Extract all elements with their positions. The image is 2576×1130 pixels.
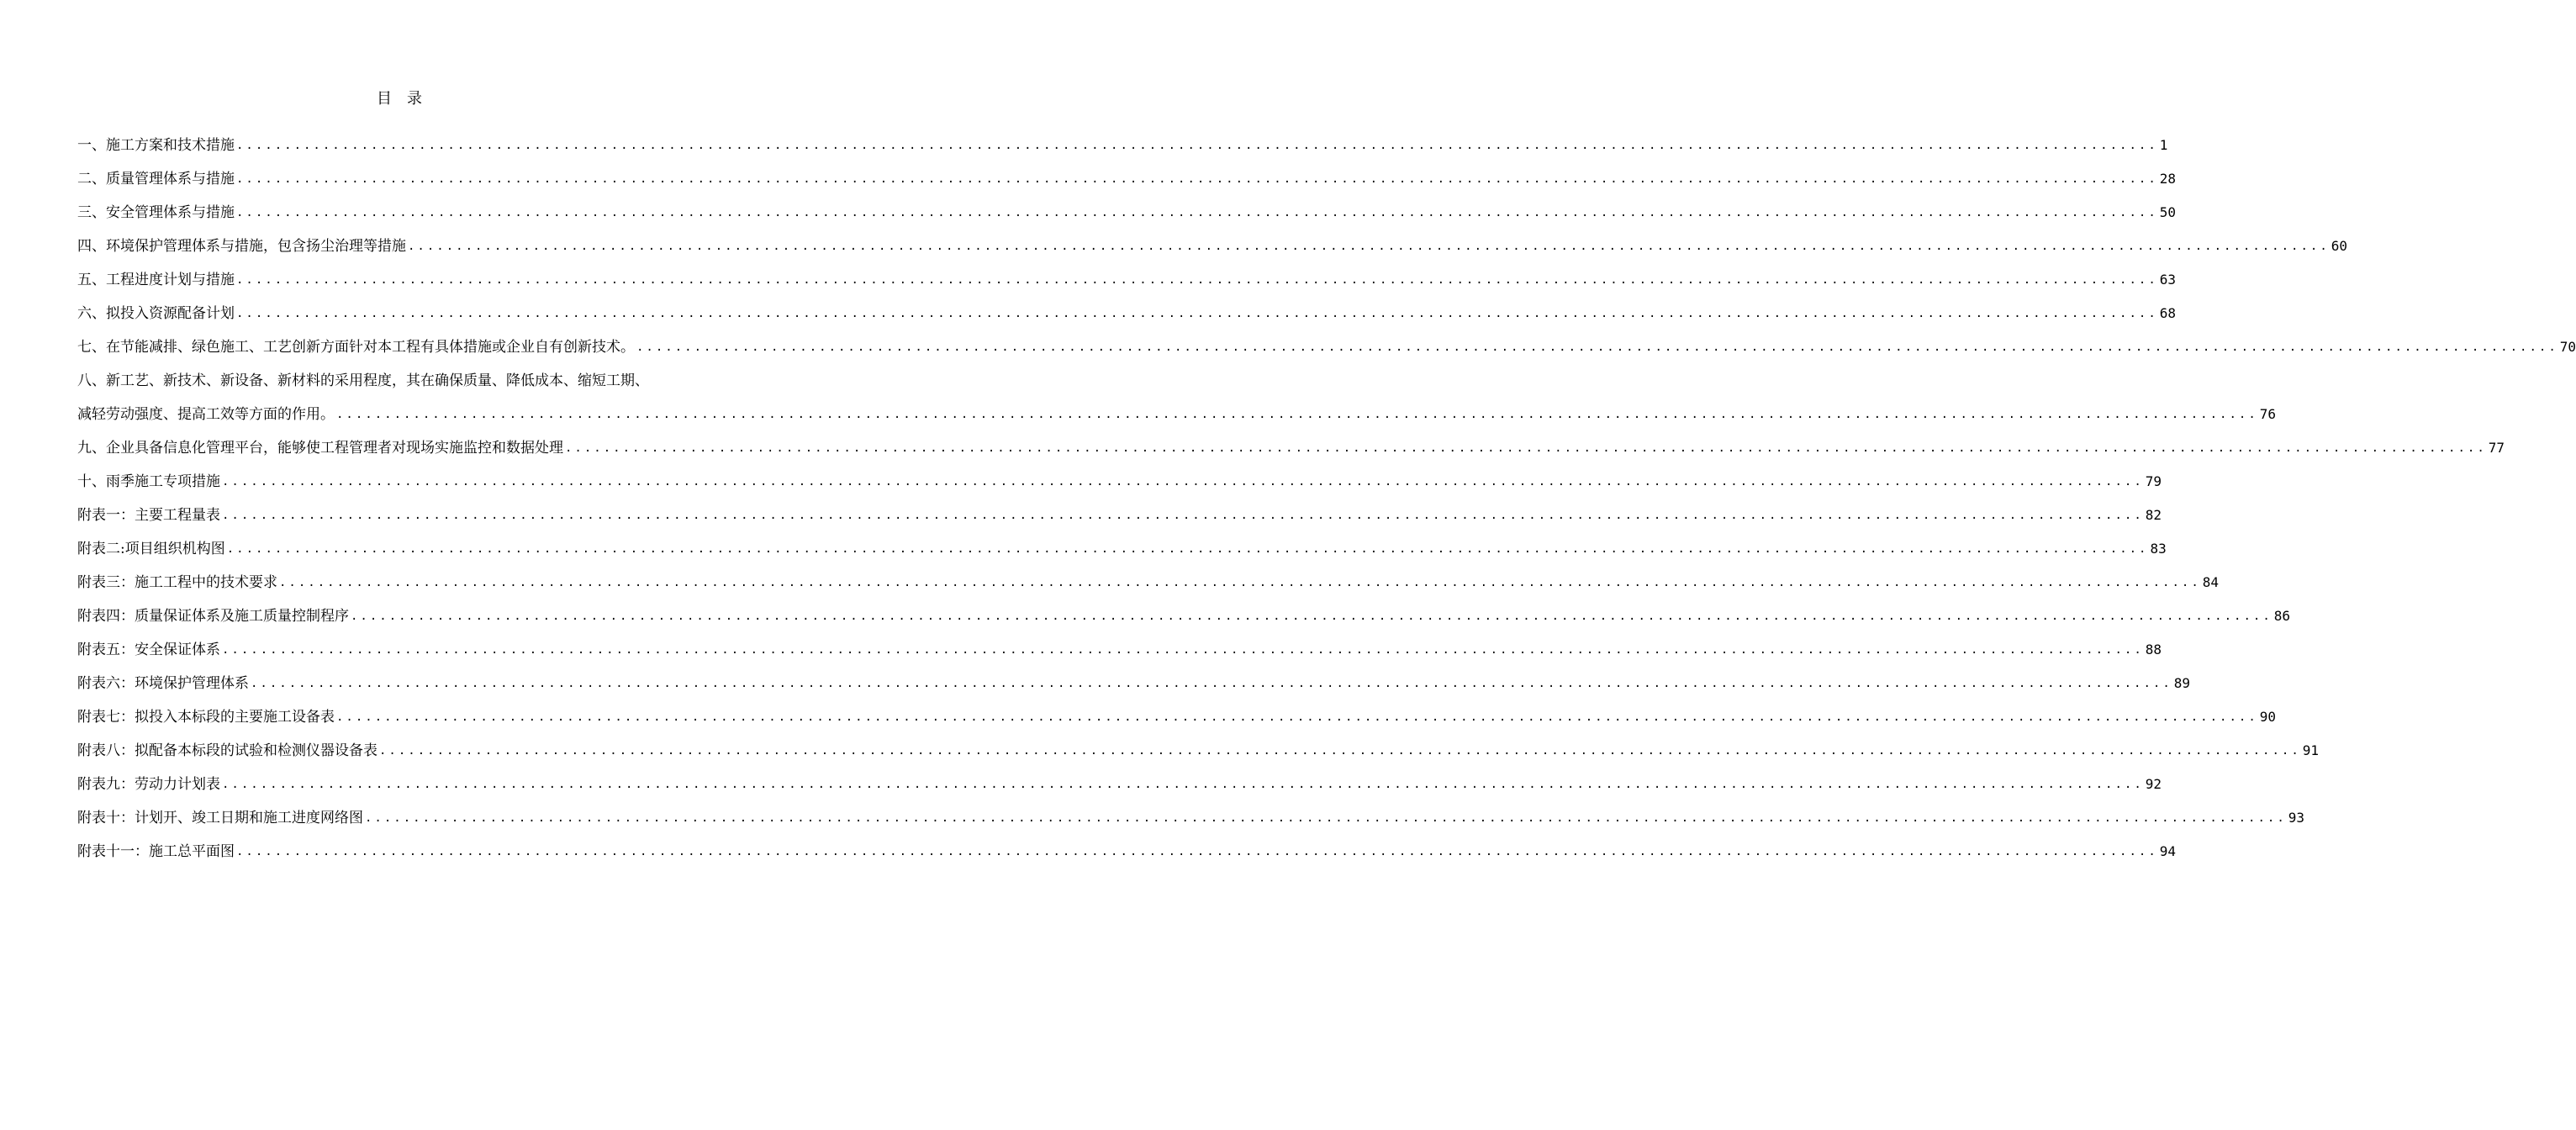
toc-entry-label: 减轻劳动强度、提高工效等方面的作用。 — [77, 406, 335, 423]
toc-dot-leader: ........................................................................................................................................................................................................ — [226, 542, 2149, 556]
toc-dot-leader: ........................................................................................................................................................................................................ — [236, 206, 2158, 219]
toc-page-number: 83 — [2150, 541, 2167, 557]
toc-dot-leader: ........................................................................................................................................................................................................ — [222, 778, 2144, 791]
toc-page-number: 79 — [2145, 473, 2162, 489]
toc-entry-label: 一、施工方案和技术措施 — [77, 137, 235, 154]
toc-dot-leader: ........................................................................................................................................................................................................ — [408, 240, 2330, 253]
toc-entry-label: 九、企业具备信息化管理平台，能够使工程管理者对现场实施监控和数据处理 — [77, 440, 563, 457]
toc-entry[interactable] — [77, 526, 2167, 560]
toc-page-number: 68 — [2159, 305, 2177, 321]
toc-dot-leader: ........................................................................................................................................................................................................ — [222, 509, 2144, 522]
toc-entry[interactable] — [77, 392, 2277, 425]
toc-entry[interactable] — [77, 627, 2162, 661]
toc-dot-leader: ........................................................................................................................................................................................................ — [636, 341, 2558, 354]
toc-entry[interactable] — [77, 325, 2576, 358]
toc-entry-label: 附表十一：施工总平面图 — [77, 843, 235, 860]
toc-entry[interactable] — [77, 493, 2162, 526]
toc-dot-leader: ........................................................................................................................................................................................................ — [279, 576, 2201, 589]
toc-entry[interactable] — [77, 358, 723, 392]
toc-dot-leader: ........................................................................................................................................................................................................ — [236, 273, 2158, 287]
toc-entry[interactable] — [77, 795, 2305, 829]
toc-entry[interactable] — [77, 829, 2177, 863]
toc-entry[interactable] — [77, 257, 2177, 291]
toc-entry-label: 附表二:项目组织机构图 — [77, 541, 225, 557]
toc-entry-label: 附表四：质量保证体系及施工质量控制程序 — [77, 608, 349, 625]
toc-entry-label: 附表三：施工工程中的技术要求 — [77, 574, 277, 591]
toc-entry-label: 附表九：劳动力计划表 — [77, 776, 220, 793]
toc-dot-leader: ........................................................................................................................................................................................................ — [365, 811, 2287, 825]
toc-entry-label: 附表七：拟投入本标段的主要施工设备表 — [77, 709, 335, 726]
toc-entry-label: 十、雨季施工专项措施 — [77, 473, 220, 490]
toc-dot-leader: ........................................................................................................................................................................................................ — [351, 610, 2272, 623]
toc-page-number: 92 — [2145, 776, 2162, 792]
toc-entry[interactable] — [77, 762, 2162, 795]
toc-entry[interactable] — [77, 694, 2277, 728]
toc-entry[interactable] — [77, 459, 2162, 493]
toc-entry-label: 附表十：计划开、竣工日期和施工进度网络图 — [77, 810, 363, 826]
toc-page-number: 86 — [2273, 608, 2291, 624]
toc-page-number: 28 — [2159, 171, 2177, 187]
toc-page-number: 89 — [2173, 675, 2191, 691]
toc-page-number: 84 — [2202, 574, 2220, 590]
toc-page-number: 91 — [2302, 742, 2320, 758]
toc-entry-label: 四、环境保护管理体系与措施，包含扬尘治理等措施 — [77, 238, 406, 255]
toc-title: 目 录 — [377, 90, 422, 108]
toc-entry[interactable] — [77, 560, 2220, 594]
toc-entry-label: 二、质量管理体系与措施 — [77, 171, 235, 187]
toc-entry-label: 八、新工艺、新技术、新设备、新材料的采用程度，其在确保质量、降低成本、缩短工期、 — [77, 372, 649, 389]
toc-entry[interactable] — [77, 728, 2320, 762]
toc-page-number: 50 — [2159, 204, 2177, 220]
toc-dot-leader: ........................................................................................................................................................................................................ — [236, 139, 2158, 152]
toc-page-number: 94 — [2159, 843, 2177, 859]
toc-entry-label: 附表六：环境保护管理体系 — [77, 675, 249, 692]
toc-page-number: 60 — [2331, 238, 2348, 254]
toc-entry-label: 七、在节能减排、绿色施工、工艺创新方面针对本工程有具体措施或企业自有创新技术。 — [77, 339, 635, 356]
toc-entry-label: 附表八：拟配备本标段的试验和检测仪器设备表 — [77, 742, 377, 759]
toc-page-number: 76 — [2259, 406, 2277, 422]
toc-entry[interactable] — [77, 190, 2177, 224]
toc-page-number: 82 — [2145, 507, 2162, 523]
toc-dot-leader: ........................................................................................................................................................................................................ — [379, 744, 2301, 758]
toc-list — [77, 123, 2576, 863]
toc-page-number: 70 — [2559, 339, 2576, 355]
toc-entry[interactable] — [77, 661, 2191, 694]
toc-page-number: 63 — [2159, 272, 2177, 288]
toc-dot-leader: ........................................................................................................................................................................................................ — [236, 172, 2158, 186]
toc-page-number: 88 — [2145, 642, 2162, 657]
toc-entry[interactable] — [77, 123, 2168, 156]
toc-entry[interactable] — [77, 224, 2348, 257]
toc-entry[interactable] — [77, 594, 2291, 627]
toc-entry[interactable] — [77, 291, 2177, 325]
toc-page-number: 77 — [2488, 440, 2505, 456]
toc-entry[interactable] — [77, 156, 2177, 190]
toc-dot-leader: ........................................................................................................................................................................................................ — [236, 845, 2158, 858]
toc-page-number: 93 — [2288, 810, 2305, 826]
toc-page-number: 1 — [2159, 137, 2168, 153]
toc-entry-label: 三、安全管理体系与措施 — [77, 204, 235, 221]
toc-dot-leader: ........................................................................................................................................................................................................ — [222, 475, 2144, 488]
toc-entry-label: 附表一：主要工程量表 — [77, 507, 220, 524]
toc-entry-label: 五、工程进度计划与措施 — [77, 272, 235, 288]
toc-dot-leader: ........................................................................................................................................................................................................ — [336, 710, 2258, 724]
toc-dot-leader: ........................................................................................................................................................................................................ — [236, 307, 2158, 320]
toc-entry-label: 六、拟投入资源配备计划 — [77, 305, 235, 322]
toc-dot-leader: ........................................................................................................................................................................................................ — [222, 643, 2144, 657]
toc-dot-leader: ........................................................................................................................................................................................................ — [251, 677, 2172, 690]
toc-entry-label: 附表五：安全保证体系 — [77, 642, 220, 658]
toc-dot-leader: ........................................................................................................................................................................................................ — [565, 441, 2487, 455]
toc-page-number: 90 — [2259, 709, 2277, 725]
toc-dot-leader: ........................................................................................................................................................................................................ — [336, 408, 2258, 421]
toc-entry[interactable] — [77, 425, 2505, 459]
